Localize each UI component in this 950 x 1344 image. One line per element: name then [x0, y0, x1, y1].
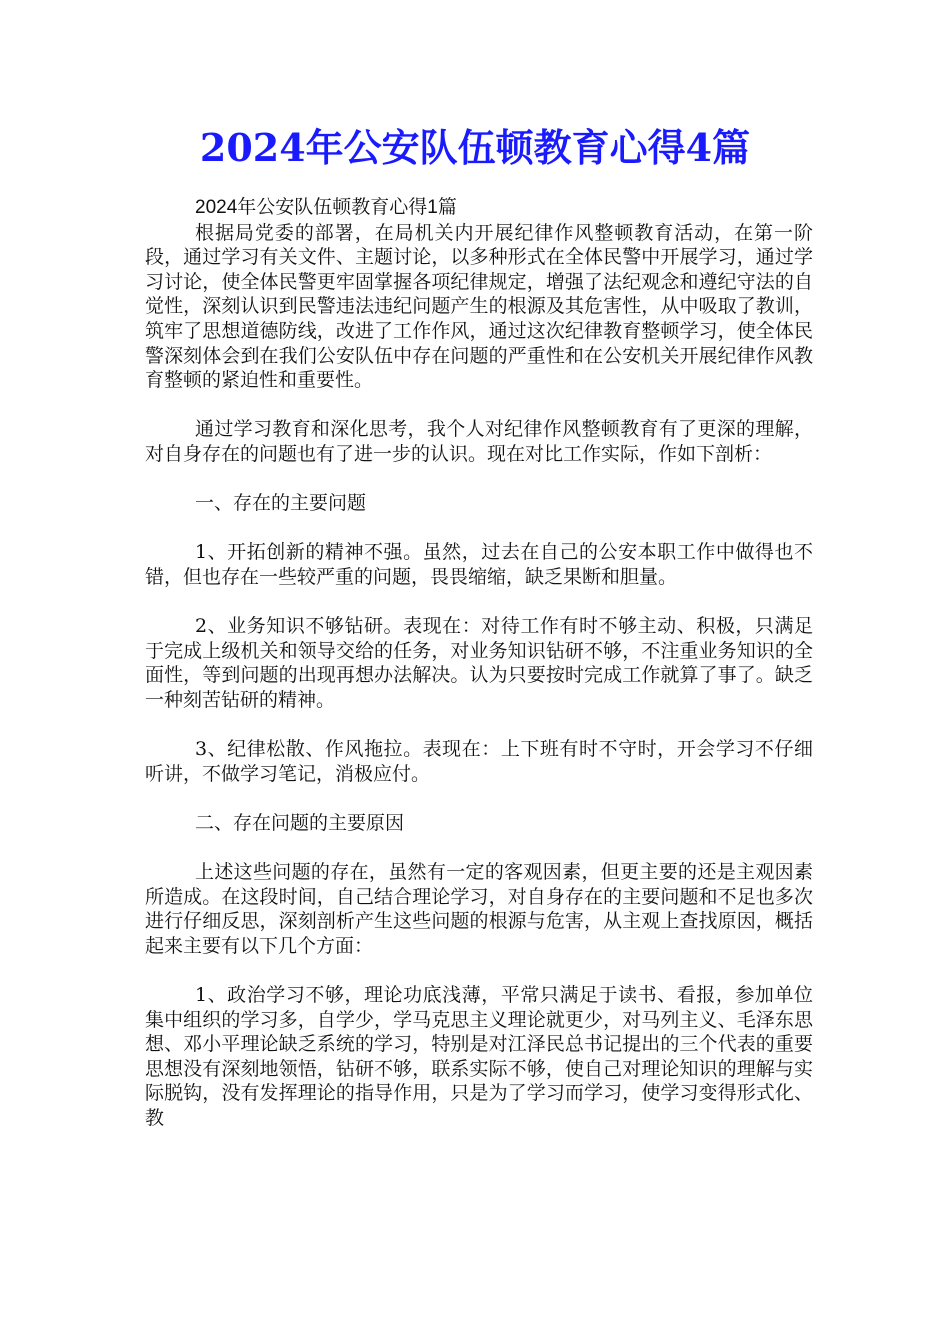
section-heading-causes: 二、存在问题的主要原因	[195, 811, 405, 834]
paragraph-understanding: 通过学习教育和深化思考，我个人对纪律作风整顿教育有了更深的理解，对自身存在的问题也有了进一步的认识。现在对比工作实际，作如下剖析：	[145, 418, 813, 465]
paragraph-problem-2: 2、业务知识不够钻研。表现在：对待工作有时不够主动、积极，只满足于完成上级机关和领导交给的任务，对业务知识钻研不够，不注重业务知识的全面性，等到问题的出现再想办法解决。认为只要按时完成工作就算了事了。缺乏一种刻苦钻研的精神。	[145, 615, 813, 711]
section-heading-problems: 一、存在的主要问题	[195, 492, 367, 515]
paragraph-problem-3: 3、纪律松散、作风拖拉。表现在：上下班有时不守时，开会学习不仔细听讲，不做学习笔记，消极应付。	[145, 738, 813, 785]
document-body	[145, 196, 813, 1131]
paragraph-problem-1: 1、开拓创新的精神不强。虽然，过去在自己的公安本职工作中做得也不错，但也存在一些较严重的问题，畏畏缩缩，缺乏果断和胆量。	[145, 541, 813, 588]
document-subtitle: 2024年公安队伍顿教育心得1篇	[195, 197, 457, 218]
document-title: 2024年公安队伍顿教育心得4篇	[199, 125, 751, 170]
paragraph-cause-1: 1、政治学习不够，理论功底浅薄，平常只满足于读书、看报，参加单位集中组织的学习多，自学少，学马克思主义理论就更少，对马列主义、毛泽东思想、邓小平理论缺乏系统的学习，特别是对江泽民总书记提出的三个代表的重要思想没有深刻地领悟，钻研不够，联系实际不够，使自己对理论知识的理解与实际脱钩，没有发挥理论的指导作用，只是为了学习而学习，使学习变得形式化、教	[145, 984, 813, 1129]
paragraph-causes-intro: 上述这些问题的存在，虽然有一定的客观因素，但更主要的还是主观因素所造成。在这段时间，自己结合理论学习，对自身存在的主要问题和不足也多次进行仔细反思，深刻剖析产生这些问题的根源与危害，从主观上查找原因，概括起来主要有以下几个方面：	[145, 861, 813, 957]
paragraph-intro: 根据局党委的部署，在局机关内开展纪律作风整顿教育活动，在第一阶段，通过学习有关文件、主题讨论，以多种形式在全体民警中开展学习，通过学习讨论，使全体民警更牢固掌握各项纪律规定，增强了法纪观念和遵纪守法的自觉性，深刻认识到民警违法违纪问题产生的根源及其危害性，从中吸取了教训，筑牢了思想道德防线，改进了工作作风，通过这次纪律教育整顿学习，使全体民警深刻体会到在我们公安队伍中存在问题的严重性和在公安机关开展纪律作风教育整顿的紧迫性和重要性。	[145, 221, 813, 392]
